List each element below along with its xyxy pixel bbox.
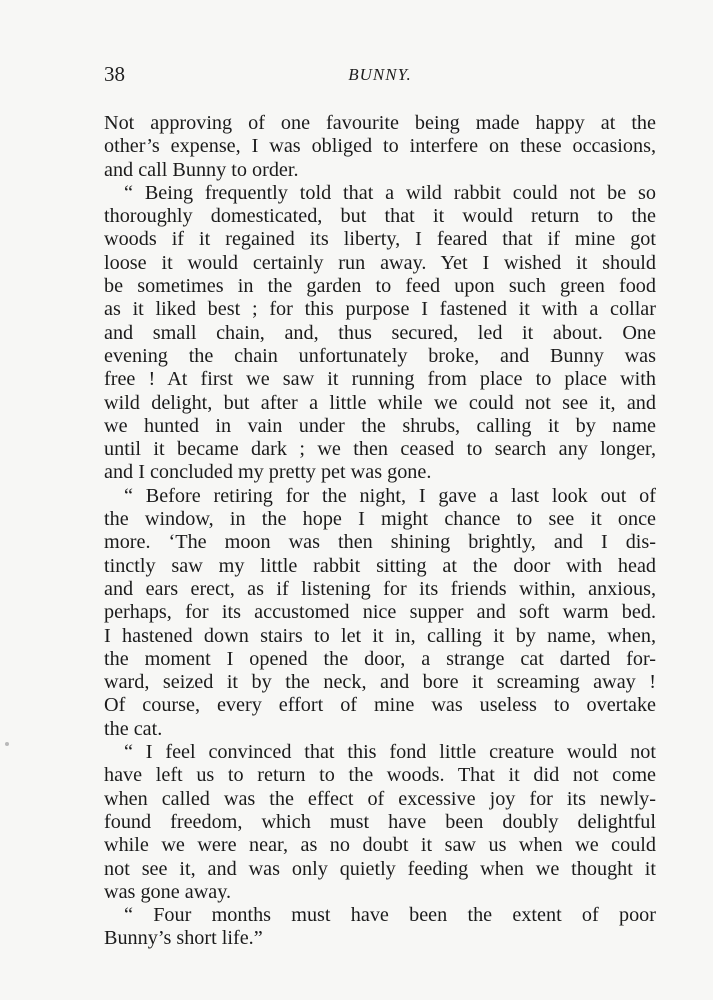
text-line: Of course, every effort of mine was useless to overtake <box>104 694 656 717</box>
text-line: not see it, and was only quietly feeding when we thought it <box>104 857 656 880</box>
page-header <box>104 62 656 90</box>
paragraph <box>104 485 656 741</box>
text-line: other’s expense, I was obliged to interfere on these occasions, <box>104 135 656 158</box>
paragraph <box>104 182 656 485</box>
paper-speck <box>5 742 9 746</box>
page-number: 38 <box>104 62 125 86</box>
body-text <box>104 112 656 951</box>
paragraph <box>104 741 656 904</box>
text-line: as it liked best ; for this purpose I fastened it with a collar <box>104 298 656 321</box>
text-line: the window, in the hope I might chance to see it once <box>104 508 656 531</box>
text-line: “ I feel convinced that this fond little creature would not <box>124 741 656 764</box>
text-line: perhaps, for its accustomed nice supper and soft warm bed. <box>104 601 656 624</box>
text-line: was gone away. <box>104 880 232 903</box>
text-line: wild delight, but after a little while we could not see it, and <box>104 391 656 414</box>
text-line: the cat. <box>104 717 163 740</box>
text-line: have left us to return to the woods. That it did not come <box>104 764 656 787</box>
text-line: loose it would certainly run away. Yet I wished it should <box>104 251 656 274</box>
text-line: woods if it regained its liberty, I feared that if mine got <box>104 228 656 251</box>
text-line: and call Bunny to order. <box>104 158 299 181</box>
paragraph <box>104 112 656 182</box>
text-line: Not approving of one favourite being made happy at the <box>104 112 656 134</box>
text-line: “ Before retiring for the night, I gave a last look out of <box>124 484 656 507</box>
text-line: and ears erect, as if listening for its friends within, anxious, <box>104 577 656 600</box>
text-line: “ Four months must have been the extent of poor <box>124 904 656 927</box>
text-line: more. ‘The moon was then shining brightly, and I dis- <box>104 531 656 554</box>
text-line: we hunted in vain under the shrubs, calling it by name <box>104 414 656 437</box>
text-line: evening the chain unfortunately broke, and Bunny was <box>104 344 656 367</box>
text-line: while we were near, as no doubt it saw us when we could <box>104 834 656 857</box>
text-line: be sometimes in the garden to feed upon such green food <box>104 275 656 298</box>
running-title: BUNNY. <box>348 65 412 84</box>
text-line: and I concluded my pretty pet was gone. <box>104 461 432 484</box>
text-line: ward, seized it by the neck, and bore it screaming away ! <box>104 671 656 694</box>
text-line: Bunny’s short life.” <box>104 927 263 950</box>
text-line: and small chain, and, thus secured, led it about. One <box>104 321 656 344</box>
text-line: the moment I opened the door, a strange cat darted for- <box>104 647 656 670</box>
text-line: free ! At first we saw it running from place to place with <box>104 368 656 391</box>
text-line: tinctly saw my little rabbit sitting at the door with head <box>104 554 656 577</box>
text-line: when called was the effect of excessive joy for its newly- <box>104 787 656 810</box>
text-line: found freedom, which must have been doubly delightful <box>104 810 656 833</box>
text-line: “ Being frequently told that a wild rabbit could not be so <box>124 181 656 204</box>
paragraph <box>104 904 656 951</box>
text-line: thoroughly domesticated, but that it would return to the <box>104 205 656 228</box>
text-line: until it became dark ; we then ceased to search any longer, <box>104 438 656 461</box>
text-line: I hastened down stairs to let it in, calling it by name, when, <box>104 624 656 647</box>
